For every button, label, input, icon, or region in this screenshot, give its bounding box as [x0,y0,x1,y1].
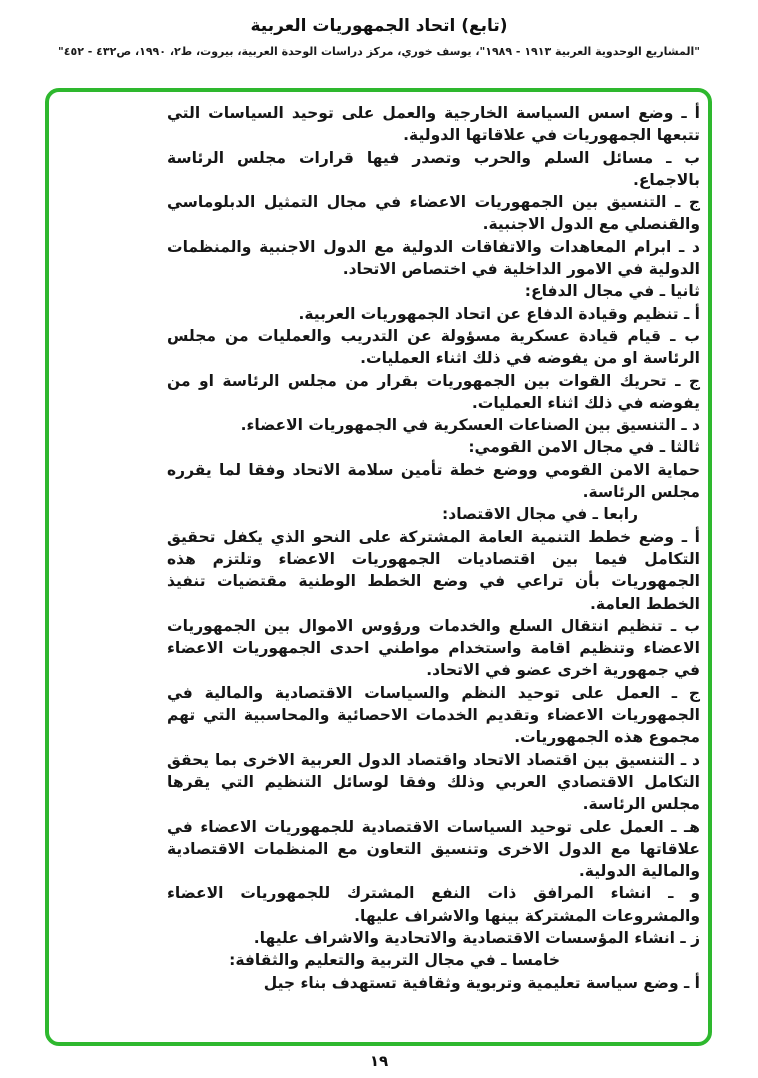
document-title: (تابع) اتحاد الجمهوريات العربية [250,16,508,36]
paragraph-item-h: هـ ـ العمل على توحيد السياسات الاقتصادية للجمهوريات الاعضاء في علاقاتها مع الدول الاخرى وتنسيق التعاون مع المنظمات الاقتصادية والمالية الدولية. [167,817,700,881]
paragraph-item-a: أ ـ وضع سياسة تعليمية وتربوية وثقافية تستهدف بناء جيل [263,973,700,992]
section-heading-fifth: خامسا ـ في مجال التربية والتعليم والثقافة: [229,951,560,970]
source-citation: "المشاريع الوحدوية العربية ١٩١٣ - ١٩٨٩"، يوسف خوري، مركز دراسات الوحدة العربية، بيروت، ط٢، ١٩٩٠، ص٤٣٢ - ٤٥٢" [58,45,700,58]
paragraph-item-d: د ـ التنسيق بين اقتصاد الاتحاد واقتصاد الدول العربية الاخرى بما يحقق التكامل الاقتصادي العربي وذلك وفقا لوسائل التنظيم التي يقرها مجلس الرئاسة. [167,750,700,814]
page-number: ١٩ [369,1052,389,1070]
paragraph-item-b: ب ـ تنظيم انتقال السلع والخدمات ورؤوس الاموال بين الجمهوريات الاعضاء وتنظيم اقامة واستخدام مواطني احدى الجمهوريات الاعضاء في جمهورية اخرى عضو في الاتحاد. [167,616,700,680]
green-border-box [45,88,712,1046]
section-heading-second: ثانيا ـ في مجال الدفاع: [524,282,700,301]
paragraph-item-j: ج ـ العمل على توحيد النظم والسياسات الاقتصادية والمالية في الجمهوريات الاعضاء وتقديم الخدمات الاحصائية والمحاسبية التي تهم مجموع هذه الجمهوريات. [167,683,700,747]
paragraph-item-z: ز ـ انشاء المؤسسات الاقتصادية والاتحادية والاشراف عليها. [253,928,700,947]
paragraph-item-w: و ـ انشاء المرافق ذات النفع المشترك للجمهوريات الاعضاء والمشروعات المشتركة بينها والاشراف عليها. [167,884,700,925]
paragraph-item-a: أ ـ تنظيم وقيادة الدفاع عن اتحاد الجمهوريات العربية. [298,304,700,323]
paragraph-plain: حماية الامن القومي ووضع خطة تأمين سلامة الاتحاد وفقا لما يقرره مجلس الرئاسة. [167,460,700,502]
paragraph-item-j: ج ـ التنسيق بين الجمهوريات الاعضاء في مجال التمثيل الدبلوماسي والقنصلي مع الدول الاجنبية. [167,193,700,234]
paragraph-item-d: د ـ ابرام المعاهدات والاتفاقات الدولية مع الدول الاجنبية والمنظمات الدولية في الامور الداخلية في اختصاص الاتحاد. [167,237,700,279]
section-heading-third: ثالثا ـ في مجال الامن القومي: [468,438,700,457]
paragraph-item-j: ج ـ تحريك القوات بين الجمهوريات بقرار من مجلس الرئاسة او من يفوضه في ذلك اثناء العمليات. [167,371,700,412]
section-heading-fourth: رابعا ـ في مجال الاقتصاد: [442,505,638,524]
paragraph-item-a: أ ـ وضع خطط التنمية العامة المشتركة على النحو الذي يكفل تحقيق التكامل فيما بين اقتصاديات الجمهوريات الاعضاء وتلتزم هذه الجمهوريات بأن تراعي في وضع الخطط الوطنية مقتضيات تنفيذ الخطط العامة. [167,527,700,613]
paragraph-item-a: أ ـ وضع اسس السياسة الخارجية والعمل على توحيد السياسات التي تتبعها الجمهوريات في علاقاتها الدولية. [167,104,700,145]
paragraph-item-b: ب ـ قيام قيادة عسكرية مسؤولة عن التدريب والعمليات من مجلس الرئاسة او من يفوضه في ذلك اثناء العمليات. [167,326,700,368]
paragraph-item-b: ب ـ مسائل السلم والحرب وتصدر فيها قرارات مجلس الرئاسة بالاجماع. [167,148,700,189]
paragraph-item-d: د ـ التنسيق بين الصناعات العسكرية في الجمهوريات الاعضاء. [240,416,700,435]
document-body [49,92,708,1042]
